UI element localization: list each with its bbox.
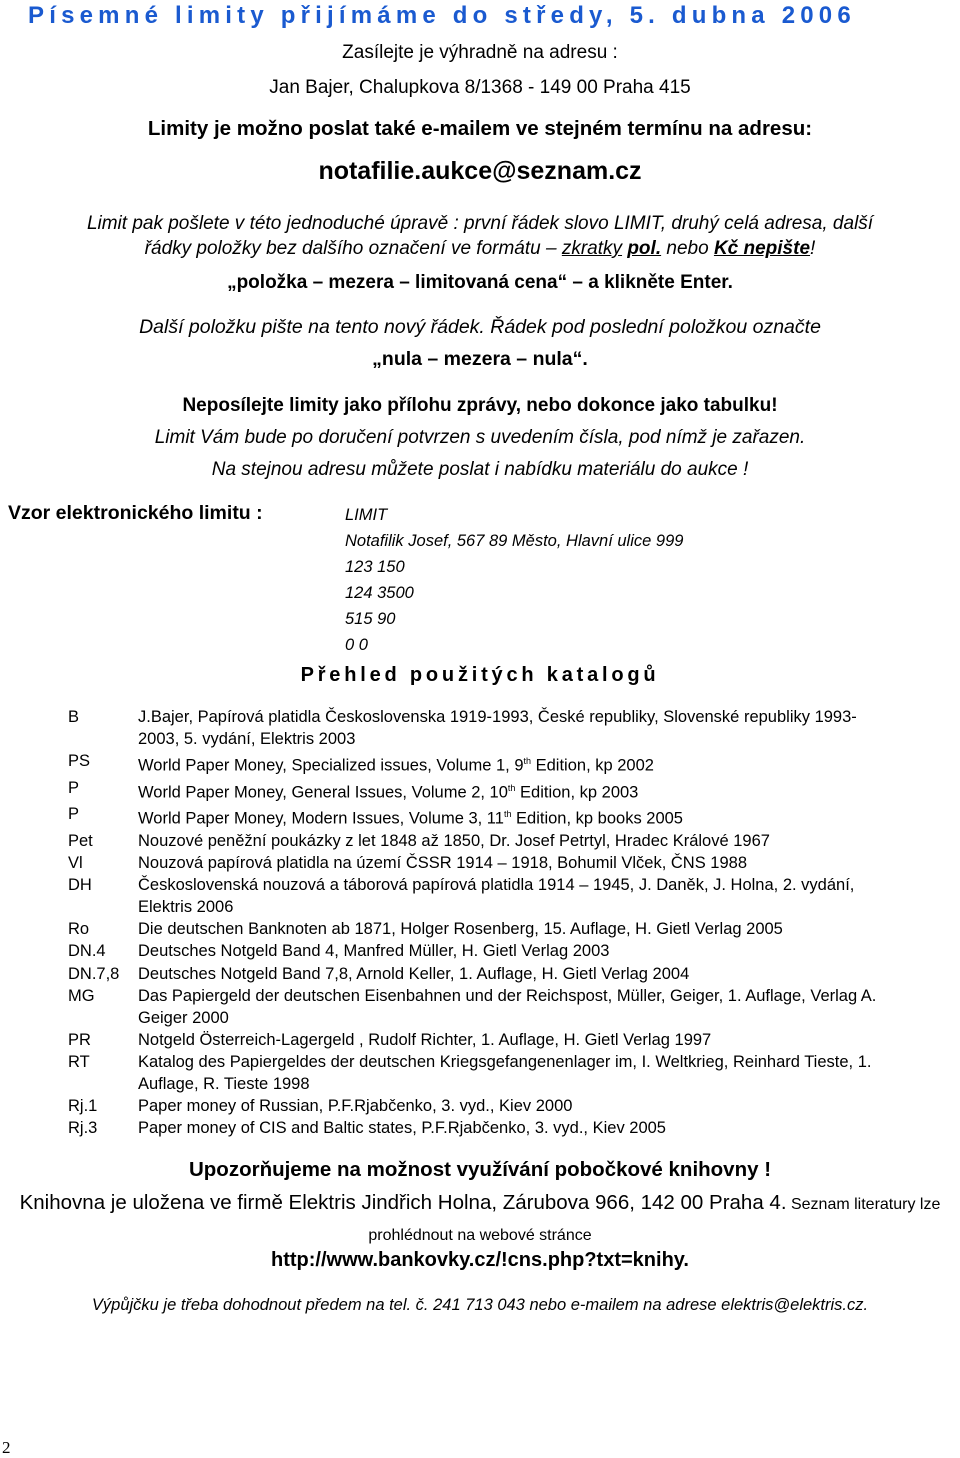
sample-label: Vzor elektronického limitu : xyxy=(8,502,263,524)
catalog-code: DH xyxy=(68,876,92,895)
sample-line-item: 124 3500 xyxy=(345,584,414,602)
email-note: Limity je možno poslat také e-mailem ve stejném termínu na adresu: xyxy=(147,117,813,140)
catalog-desc: J.Bajer, Papírová platidla Československa 1919-1993, České republiky, Slovenské republiky 1993-2003, 5. vydání, Elektris 2003 xyxy=(138,708,857,749)
list-item xyxy=(0,985,960,1029)
catalog-desc: Deutsches Notgeld Band 4, Manfred Müller, H. Gietl Verlag 2003 xyxy=(138,942,610,961)
library-address-text: Knihovna je uložena ve firmě Elektris Jindřich Holna, Zárubova 966, 142 00 Praha 4. xyxy=(19,1191,787,1214)
instruction-text: řádky položky bez dalšího označení ve formátu – xyxy=(144,238,562,259)
catalog-code: DN.4 xyxy=(68,942,106,961)
catalog-desc-text: Edition, kp 2002 xyxy=(531,756,654,775)
confirmation-note: Limit Vám bude po doručení potvrzen s uvedením čísla, pod nímž je zařazen. xyxy=(154,427,806,448)
library-seznam-note: Seznam literatury lze prohlédnout na webové stránce xyxy=(368,1196,941,1244)
library-notice: Upozorňujeme na možnost využívání pobočkové knihovny ! xyxy=(188,1158,772,1181)
abbrev-underlined: zkratky xyxy=(561,238,623,259)
sample-line-item: 123 150 xyxy=(345,558,405,576)
catalog-desc: Nouzové peněžní poukázky z let 1848 až 1850, Dr. Josef Petrtyl, Hradec Králové 1967 xyxy=(138,831,770,850)
exclamation: ! xyxy=(810,238,816,259)
nula-terminator: „nula – mezera – nula“. xyxy=(372,348,588,370)
format-example: „položka – mezera – limitovaná cena“ – a klikněte Enter. xyxy=(227,272,733,293)
catalog-code: RT xyxy=(68,1052,90,1071)
catalog-desc-text: World Paper Money, Modern Issues, Volume 3, 11 xyxy=(138,809,504,828)
catalog-code: PS xyxy=(68,752,91,771)
catalog-title: Přehled použitých katalogů xyxy=(300,664,660,686)
list-item xyxy=(0,1051,960,1095)
list-item xyxy=(0,852,960,874)
catalog-desc xyxy=(138,803,878,830)
catalog-desc: Československá nouzová a táborová papírová platidla 1914 – 1945, J. Daněk, J. Holna, 2. vydání, Elektris 2006 xyxy=(138,876,855,917)
pol-emphasis: pol. xyxy=(627,238,662,259)
list-item xyxy=(0,1117,960,1139)
catalog-desc: Notgeld Österreich-Lagergeld , Rudolf Richter, 1. Auflage, H. Gietl Verlag 1997 xyxy=(138,1030,712,1049)
catalog-code: Pet xyxy=(68,831,93,850)
catalog-desc: Die deutschen Banknoten ab 1871, Holger Rosenberg, 15. Auflage, H. Gietl Verlag 2005 xyxy=(138,920,783,939)
list-item xyxy=(0,874,960,918)
list-item xyxy=(0,830,960,852)
catalog-desc: Das Papiergeld der deutschen Eisenbahnen und der Reichspost, Müller, Geiger, 1. Auflage, Verlag A. Geiger 2000 xyxy=(138,986,877,1027)
sample-line-item: 515 90 xyxy=(345,610,396,628)
catalog-desc xyxy=(138,750,878,777)
ordinal-suffix: th xyxy=(503,809,512,820)
catalog-code: Rj.1 xyxy=(68,1097,98,1116)
catalog-code: PR xyxy=(68,1030,91,1049)
list-item xyxy=(0,706,960,750)
catalog-code: MG xyxy=(68,986,95,1005)
catalog-code: Vl xyxy=(68,854,83,873)
ordinal-suffix: th xyxy=(507,782,516,793)
sample-line-terminator: 0 0 xyxy=(345,636,368,654)
kc-emphasis: Kč nepište xyxy=(713,238,811,259)
list-item xyxy=(0,1029,960,1051)
list-item xyxy=(0,803,960,830)
catalog-code: B xyxy=(68,708,80,726)
catalog-desc-text: World Paper Money, Specialized issues, Volume 1, 9 xyxy=(138,756,524,775)
list-item xyxy=(0,750,960,777)
catalog-code: Ro xyxy=(68,920,90,939)
catalog-desc: Nouzová papírová platidla na území ČSSR 1914 – 1918, Bohumil Vlček, ČNS 1988 xyxy=(138,854,748,873)
list-item xyxy=(0,963,960,985)
sample-line-address: Notafilik Josef, 567 89 Město, Hlavní ulice 999 xyxy=(345,532,684,550)
sample-line-limit: LIMIT xyxy=(345,506,388,524)
list-item xyxy=(0,940,960,962)
catalog-code: Rj.3 xyxy=(68,1119,98,1138)
library-url[interactable]: http://www.bankovky.cz/!cns.php?txt=knihy. xyxy=(270,1249,689,1271)
no-attachment-warning: Neposílejte limity jako přílohu zprávy, nebo dokonce jako tabulku! xyxy=(182,395,778,416)
list-item xyxy=(0,918,960,940)
page-heading: Písemné limity přijímáme do středy, 5. dubna 2006 xyxy=(28,2,856,29)
library-address xyxy=(0,1188,960,1250)
next-item-note: Další položku pište na tento nový řádek. Řádek pod poslední položkou označte xyxy=(139,316,821,338)
loan-note: Výpůjčku je třeba dohodnout předem na tel. č. 241 713 043 nebo e-mailem na adrese elektris@elektris.cz. xyxy=(91,1296,869,1314)
email-address[interactable]: notafilie.aukce@seznam.cz xyxy=(318,157,642,185)
catalog-code: P xyxy=(68,778,80,797)
ordinal-suffix: th xyxy=(523,756,532,767)
catalog-code: DN.7,8 xyxy=(68,964,120,983)
catalog-desc-text: Edition, kp books 2005 xyxy=(511,809,683,828)
catalog-desc: Katalog des Papiergeldes der deutschen Kriegsgefangenenlager im, I. Weltkrieg, Reinhard Tieste, 1. Auflage, R. Tieste 1998 xyxy=(138,1052,872,1093)
offer-note: Na stejnou adresu můžete poslat i nabídku materiálu do aukce ! xyxy=(211,459,749,480)
catalog-desc-text: World Paper Money, General Issues, Volume 2, 10 xyxy=(138,783,508,802)
catalog-list xyxy=(0,706,960,1139)
list-item xyxy=(0,1095,960,1117)
instruction-line-1: Limit pak pošlete v této jednoduché úpravě : první řádek slovo LIMIT, druhý celá adresa, další xyxy=(86,213,874,234)
send-only-note: Zasílejte je výhradně na adresu : xyxy=(342,42,618,63)
catalog-desc: Paper money of Russian, P.F.Rjabčenko, 3. vyd., Kiev 2000 xyxy=(138,1097,573,1116)
page-number: 2 xyxy=(2,1438,11,1457)
catalog-desc: Deutsches Notgeld Band 7,8, Arnold Keller, 1. Auflage, H. Gietl Verlag 2004 xyxy=(138,964,690,983)
catalog-code: P xyxy=(68,805,80,824)
instruction-line-2 xyxy=(0,238,960,260)
catalog-desc: Paper money of CIS and Baltic states, P.F.Rjabčenko, 3. vyd., Kiev 2005 xyxy=(138,1119,666,1138)
postal-address: Jan Bajer, Chalupkova 8/1368 - 149 00 Praha 415 xyxy=(269,77,691,98)
catalog-desc-text: Edition, kp 2003 xyxy=(515,783,639,802)
catalog-desc xyxy=(138,777,878,804)
instruction-text-2: nebo xyxy=(661,238,714,259)
list-item xyxy=(0,777,960,804)
